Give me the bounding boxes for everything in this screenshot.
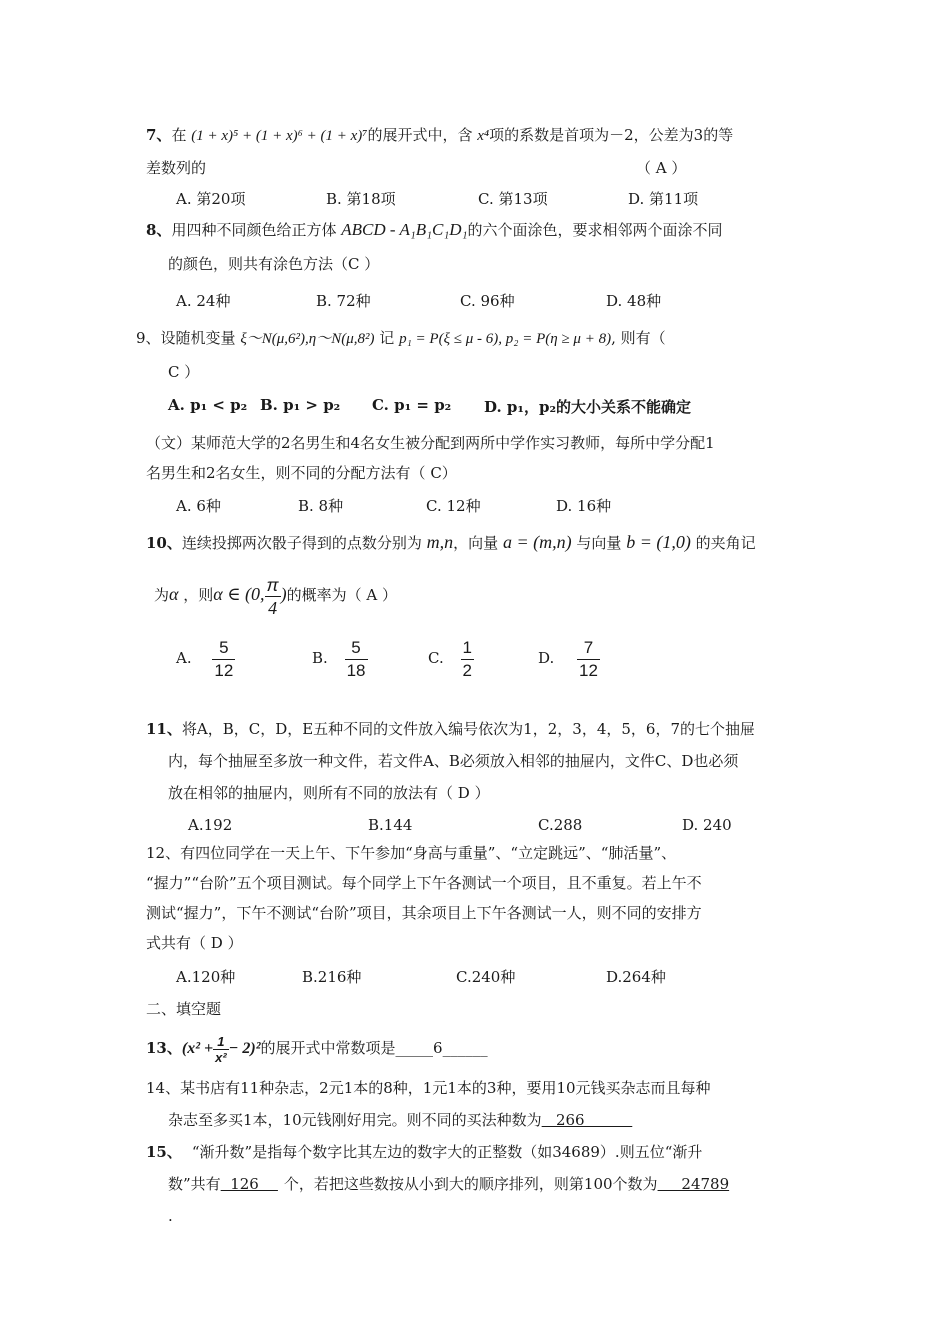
q10-option-d [538, 632, 600, 684]
q14-line1 [146, 1077, 711, 1099]
q9-expression: ξ～N(μ,6²),η～N(μ,8²) [240, 331, 375, 347]
q12-line2: “握力”“台阶”五个项目测试。每个同学上下午各测试一个项目，且不重复。若上午不 [146, 874, 702, 892]
q12-line4: 式共有（ D ） [146, 934, 243, 952]
q10-line2 [154, 572, 397, 619]
q9-option-c: C. p₁ = p₂ [372, 396, 452, 414]
q13-frac-num: 1 [213, 1034, 229, 1050]
q10-close-paren: ) [280, 584, 287, 604]
q8-expression: ABCD - A₁B₁C₁D₁ [341, 220, 468, 239]
q13-expr-a: (x² + [181, 1040, 214, 1057]
q15-text-2: 数”共有 [168, 1175, 221, 1193]
q10-option-c-label: C. [428, 649, 444, 667]
q8-text-b: 的六个面涂色，要求相邻两个面涂不同 [467, 221, 723, 239]
q7-option-c: C. 第13项 [478, 190, 548, 208]
q7-line2: 差数列的 [146, 159, 207, 177]
q10-text-a: 连续投掷两次骰子得到的点数分别为 [181, 534, 422, 552]
q8-line2: 的颜色，则共有涂色方法（C ） [168, 255, 380, 273]
q10-vector-a: a = (m,n) [502, 532, 572, 552]
q11-option-d: D. 240 [682, 816, 732, 834]
q13-text: 的展开式中常数项是 [260, 1039, 396, 1057]
q9-text-c: , 则有（ [611, 329, 666, 347]
q14-number: 14、 [146, 1079, 181, 1097]
q8-option-d: D. 48种 [606, 292, 662, 310]
q15-number: 15、 [146, 1143, 182, 1161]
q10-vector-b: b = (1,0) [626, 532, 691, 552]
q14-line2 [168, 1109, 632, 1131]
q11-line3: 放在相邻的抽屉内，则所有不同的放法有（ D ） [168, 784, 490, 802]
q7-option-b: B. 第18项 [326, 190, 396, 208]
q12-line3: 测试“握力”，下午不测试“台阶”项目，其余项目上下午各测试一人，则不同的安排方 [146, 904, 702, 922]
q10-text-f: ，则 [183, 586, 214, 604]
q12-line1 [146, 842, 676, 864]
q10-number: 10、 [146, 534, 182, 552]
q9-option-b: B. p₁ > p₂ [260, 396, 341, 414]
q8-number: 8、 [146, 221, 172, 239]
q10-option-a-label: A. [176, 649, 192, 667]
q10-option-d-num: 7 [577, 637, 600, 660]
q8-option-b: B. 72种 [316, 292, 371, 310]
q11-option-a: A.192 [188, 816, 233, 834]
q15-line3: . [168, 1207, 173, 1225]
q10-line1 [146, 531, 756, 554]
q7-number: 7、 [146, 126, 172, 144]
q15-line1 [146, 1141, 702, 1163]
q14-answer: 266 [541, 1111, 633, 1129]
q10-option-b-fraction [345, 637, 368, 682]
q10-option-b [312, 632, 368, 684]
q12-number: 12、 [146, 844, 181, 862]
q8-option-a: A. 24种 [176, 292, 231, 310]
q10-text-d: 的夹角记 [695, 534, 756, 552]
q9-line2: C ） [168, 363, 200, 381]
q7-text-c: 项的系数是首项为－2，公差为3的等 [489, 126, 734, 144]
q10-option-a-den: 12 [214, 660, 234, 680]
q10-pi: π [266, 574, 279, 595]
q10-option-b-label: B. [312, 649, 328, 667]
q11-option-b: B.144 [368, 816, 413, 834]
q9w-line2: 名男生和2名女生，则不同的分配方法有（ C） [146, 464, 457, 482]
q12-text-1: 有四位同学在一天上午、下午参加“身高与重量”、“立定跳远”、“肺活量”、 [180, 844, 677, 862]
q13-number: 13、 [146, 1039, 182, 1057]
q10-four: 4 [268, 597, 278, 618]
q9w-line1: （文）某师范大学的2名男生和4名女生被分配到两所中学作实习教师，每所中学分配1 [146, 434, 715, 452]
q9w-option-a: A. 6种 [176, 497, 221, 515]
q7-option-d: D. 第11项 [628, 190, 699, 208]
q9-line1 [136, 327, 666, 350]
q10-option-d-fraction [577, 637, 600, 682]
q9w-option-c: C. 12种 [426, 497, 481, 515]
q11-line1 [146, 718, 755, 740]
q10-option-c-num: 1 [461, 637, 474, 660]
q9-expression-2: p₁ = P(ξ ≤ μ - 6), p₂ = P(η ≥ μ + 8) [399, 331, 612, 347]
q10-option-b-num: 5 [345, 637, 368, 660]
q7-term: x⁴ [477, 128, 490, 144]
q14-text-1: 某书店有11种杂志，2元1本的8种，1元1本的3种，要用10元钱买杂志而且每种 [180, 1079, 711, 1097]
q12-option-a: A.120种 [176, 968, 236, 986]
q12-option-c: C.240种 [456, 968, 516, 986]
q10-mn: m,n [426, 532, 454, 552]
q9w-option-b: B. 8种 [298, 497, 344, 515]
q10-alpha: α [169, 584, 179, 604]
q10-text-b: ，向量 [453, 534, 499, 552]
q7-text-b: 的展开式中，含 [367, 126, 473, 144]
q15-answer-2: 24789 [657, 1175, 730, 1193]
section-fill-in-title: 二、填空题 [146, 1000, 222, 1018]
q10-interval: α ∈ (0, [213, 584, 265, 604]
q14-text-2: 杂志至多买1本，10元钱刚好用完。则不同的买法种数为 [168, 1111, 542, 1129]
q13-fraction [213, 1034, 229, 1065]
q10-option-c-fraction [461, 637, 474, 682]
q12-option-b: B.216种 [302, 968, 362, 986]
q10-pi-over-4 [265, 574, 281, 619]
q11-option-c: C.288 [538, 816, 583, 834]
q13-line [146, 1030, 488, 1067]
q10-option-c-den: 2 [462, 660, 472, 680]
q7-text-a: 在 [171, 126, 187, 144]
q13-frac-den: x² [215, 1049, 227, 1065]
q9w-option-d: D. 16种 [556, 497, 612, 515]
q10-option-d-den: 12 [579, 660, 598, 680]
q7-answer: （ A ） [636, 159, 687, 177]
q10-option-a-fraction [212, 637, 235, 682]
q7-expression: (1 + x)⁵ + (1 + x)⁶ + (1 + x)⁷ [191, 128, 368, 144]
q10-option-d-label: D. [538, 649, 555, 667]
q13-answer: _____6______ [395, 1039, 488, 1057]
q12-option-d: D.264种 [606, 968, 666, 986]
q10-option-c [428, 632, 474, 684]
q11-number: 11、 [146, 720, 182, 738]
q9-text-a: 设随机变量 [160, 329, 236, 347]
q11-line2: 内，每个抽屉至多放一种文件，若文件A、B必须放入相邻的抽屉内，文件C、D也必须 [168, 752, 739, 770]
q10-option-b-den: 18 [346, 660, 366, 680]
q11-text-1: 将A，B，C，D，E五种不同的文件放入编号依次为1，2，3，4，5，6，7的七个抽屉 [181, 720, 755, 738]
q10-text-c: 与向量 [576, 534, 622, 552]
q9-number: 9、 [136, 329, 161, 347]
q15-answer-1: 126 [220, 1175, 278, 1193]
q7-option-a: A. 第20项 [176, 190, 246, 208]
q10-text-e: 为 [154, 586, 170, 604]
q7-line1 [146, 124, 733, 147]
q13-expr-b: − 2)² [228, 1040, 261, 1057]
q8-line1 [146, 219, 723, 241]
q15-line2 [168, 1173, 729, 1195]
q10-option-a [176, 632, 235, 684]
q9-option-a: A. p₁ < p₂ [168, 396, 248, 414]
q15-text-3: 个，若把这些数按从小到大的顺序排列，则第100个数为 [283, 1175, 658, 1193]
q8-option-c: C. 96种 [460, 292, 515, 310]
q10-option-a-num: 5 [212, 637, 235, 660]
q10-text-g: 的概率为（ A ） [286, 586, 397, 604]
q9-text-b: 记 [379, 329, 395, 347]
q9-option-d: D. p₁，p₂的大小关系不能确定 [484, 398, 692, 416]
q8-text-a: 用四种不同颜色给正方体 [171, 221, 337, 239]
q15-text-1: “渐升数”是指每个数字比其左边的数字大的正整数（如34689）.则五位“渐升 [191, 1143, 703, 1161]
